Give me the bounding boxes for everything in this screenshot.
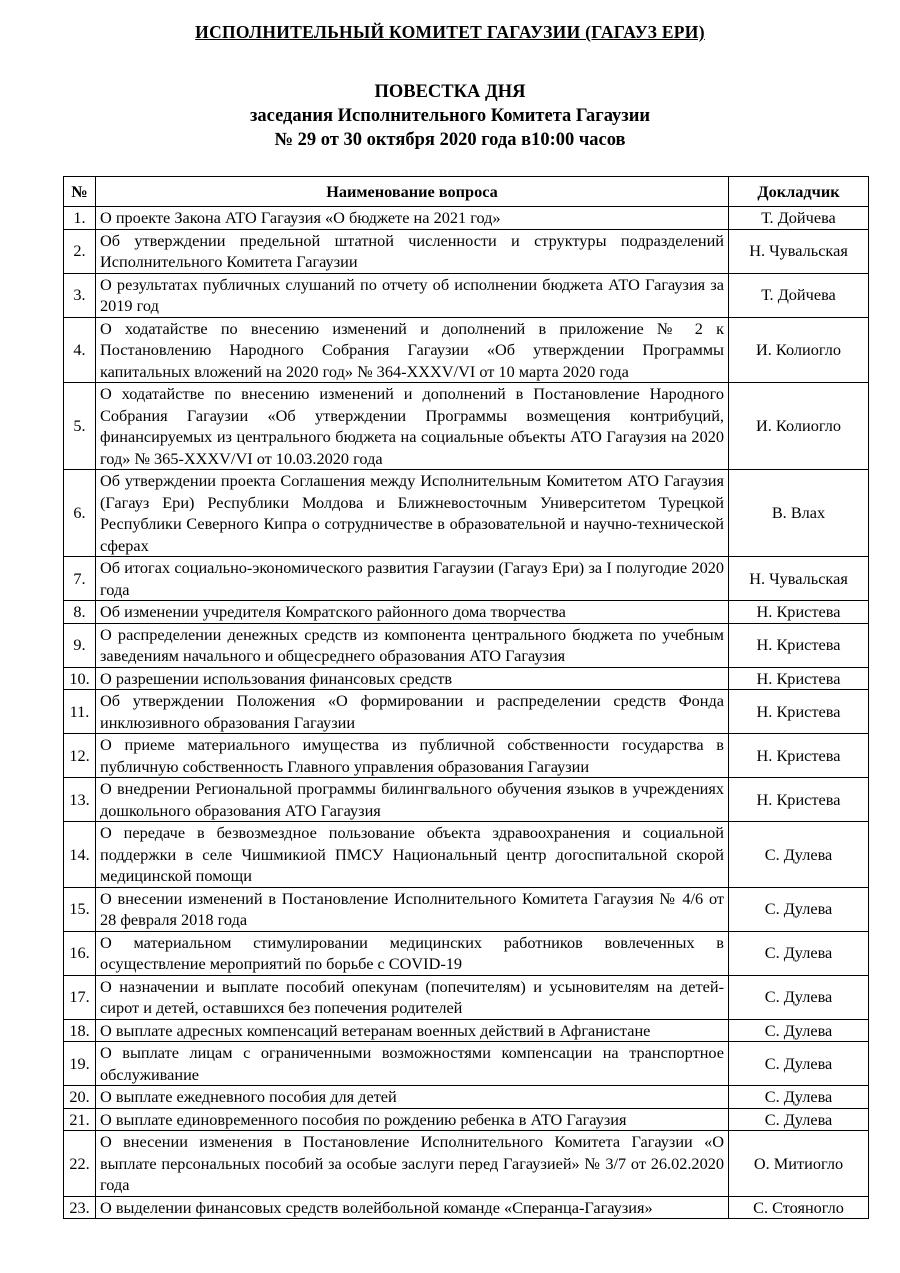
item-topic: О выплате ежедневного пособия для детей: [96, 1086, 729, 1109]
table-row: [64, 383, 869, 470]
item-reporter: С. Дулева: [729, 1042, 869, 1086]
item-topic: О материальном стимулировании медицинских работников вовлеченных в осуществление мероприятий по борьбе с COVID-19: [96, 931, 729, 975]
table-row: [64, 931, 869, 975]
table-row: [64, 1108, 869, 1131]
item-reporter: Н. Кристева: [729, 623, 869, 667]
item-reporter: Н. Чувальская: [729, 557, 869, 601]
item-number: 12.: [64, 734, 96, 778]
item-reporter: С. Дулева: [729, 1108, 869, 1131]
item-topic: Об утверждении проекта Соглашения между Исполнительным Комитетом АТО Гагаузия (Гагауз Ери) Республики Молдова и Ближневосточным Университетом Турецкой Республики Северного Кипра о сотрудничестве в образовательной и научно-технической сферах: [96, 470, 729, 557]
item-number: 10.: [64, 667, 96, 690]
item-reporter: Н. Чувальская: [729, 229, 869, 273]
item-number: 21.: [64, 1108, 96, 1131]
item-topic: О выплате лицам с ограниченными возможностями компенсации на транспортное обслуживание: [96, 1042, 729, 1086]
item-topic: Об утверждении Положения «О формировании и распределении средств Фонда инклюзивного образования Гагаузии: [96, 690, 729, 734]
item-number: 6.: [64, 470, 96, 557]
item-number: 20.: [64, 1086, 96, 1109]
item-topic: О результатах публичных слушаний по отчету об исполнении бюджета АТО Гагаузия за 2019 год: [96, 273, 729, 317]
item-topic: О ходатайстве по внесению изменений и дополнений в Постановление Народного Собрания Гагаузии «Об утверждении Программы возмещения контрибуций, финансируемых из центрального бюджета на социальные объекты АТО Гагаузия на 2020 год» № 365-XXXV/VI от 10.03.2020 года: [96, 383, 729, 470]
item-topic: О выплате адресных компенсаций ветеранам военных действий в Афганистане: [96, 1019, 729, 1042]
table-row: [64, 734, 869, 778]
item-number: 17.: [64, 975, 96, 1019]
item-reporter: О. Митиогло: [729, 1131, 869, 1197]
item-number: 1.: [64, 207, 96, 230]
table-row: [64, 822, 869, 888]
item-topic: О внесении изменения в Постановление Исполнительного Комитета Гагаузии «О выплате персональных пособий за особые заслуги перед Гагаузией» № 3/7 от 26.02.2020 года: [96, 1131, 729, 1197]
table-row: [64, 207, 869, 230]
table-row: [64, 1086, 869, 1109]
item-reporter: С. Дулева: [729, 931, 869, 975]
table-row: [64, 273, 869, 317]
table-row: [64, 690, 869, 734]
item-number: 15.: [64, 887, 96, 931]
item-reporter: Н. Кристева: [729, 778, 869, 822]
header-reporter: Докладчик: [729, 177, 869, 207]
table-row: [64, 229, 869, 273]
table-row: [64, 778, 869, 822]
table-row: [64, 317, 869, 383]
table-row: [64, 667, 869, 690]
table-row: [64, 887, 869, 931]
item-reporter: Н. Кристева: [729, 690, 869, 734]
item-topic: О внедрении Региональной программы билингвального обучения языков в учреждениях дошкольного образования АТО Гагаузия: [96, 778, 729, 822]
item-topic: Об изменении учредителя Комратского районного дома творчества: [96, 601, 729, 624]
item-number: 11.: [64, 690, 96, 734]
table-row: [64, 557, 869, 601]
agenda-rows: [64, 207, 869, 1219]
agenda-table: [63, 176, 869, 1219]
item-topic: О приеме материального имущества из публичной собственности государства в публичную собственность Главного управления образования Гагаузии: [96, 734, 729, 778]
item-number: 23.: [64, 1196, 96, 1219]
table-row: [64, 623, 869, 667]
table-row: [64, 1042, 869, 1086]
item-number: 18.: [64, 1019, 96, 1042]
item-number: 13.: [64, 778, 96, 822]
item-topic: О внесении изменений в Постановление Исполнительного Комитета Гагаузия № 4/6 от 28 февраля 2018 года: [96, 887, 729, 931]
item-number: 2.: [64, 229, 96, 273]
item-number: 8.: [64, 601, 96, 624]
item-topic: О выплате единовременного пособия по рождению ребенка в АТО Гагаузия: [96, 1108, 729, 1131]
item-number: 7.: [64, 557, 96, 601]
item-number: 9.: [64, 623, 96, 667]
item-topic: О выделении финансовых средств волейбольной команде «Сперанца-Гагаузия»: [96, 1196, 729, 1219]
item-reporter: С. Дулева: [729, 822, 869, 888]
session-info: № 29 от 30 октября 2020 года в10:00 часов: [274, 130, 626, 150]
item-number: 3.: [64, 273, 96, 317]
table-row: [64, 1019, 869, 1042]
header-number: №: [64, 177, 96, 207]
table-row: [64, 1131, 869, 1197]
item-reporter: С. Дулева: [729, 887, 869, 931]
item-reporter: Н. Кристева: [729, 667, 869, 690]
item-reporter: И. Колиогло: [729, 317, 869, 383]
item-topic: О разрешении использования финансовых средств: [96, 667, 729, 690]
item-reporter: Н. Кристева: [729, 734, 869, 778]
item-topic: О ходатайстве по внесению изменений и дополнений в приложение № 2 к Постановлению Народного Собрания Гагаузии «Об утверждении Программы капитальных вложений на 2020 год» № 364-XXXV/VI от 10 марта 2020 года: [96, 317, 729, 383]
agenda-title: ПОВЕСТКА ДНЯ: [374, 82, 526, 102]
item-reporter: С. Дулева: [729, 1086, 869, 1109]
item-reporter: Т. Дойчева: [729, 207, 869, 230]
item-number: 4.: [64, 317, 96, 383]
table-row: [64, 470, 869, 557]
item-reporter: С. Дулева: [729, 975, 869, 1019]
item-reporter: С. Стояногло: [729, 1196, 869, 1219]
item-topic: О распределении денежных средств из компонента центрального бюджета по учебным заведениям начального и общесреднего образования АТО Гагаузия: [96, 623, 729, 667]
item-reporter: И. Колиогло: [729, 383, 869, 470]
item-number: 5.: [64, 383, 96, 470]
item-number: 22.: [64, 1131, 96, 1197]
organization-name: ИСПОЛНИТЕЛЬНЫЙ КОМИТЕТ ГАГАУЗИИ (ГАГАУЗ ЕРИ): [195, 22, 705, 42]
agenda-heading: [0, 80, 900, 152]
item-number: 19.: [64, 1042, 96, 1086]
item-reporter: С. Дулева: [729, 1019, 869, 1042]
item-topic: Об утверждении предельной штатной численности и структуры подразделений Исполнительного Комитета Гагаузии: [96, 229, 729, 273]
table-row: [64, 1196, 869, 1219]
item-number: 14.: [64, 822, 96, 888]
item-topic: О передаче в безвозмездное пользование объекта здравоохранения и социальной поддержки в селе Чишмикиой ПМСУ Национальный центр догоспитальной скорой медицинской помощи: [96, 822, 729, 888]
item-topic: Об итогах социально-экономического развития Гагаузии (Гагауз Ери) за I полугодие 2020 года: [96, 557, 729, 601]
table-header-row: [64, 177, 869, 207]
header-topic: Наименование вопроса: [96, 177, 729, 207]
item-reporter: Т. Дойчева: [729, 273, 869, 317]
item-topic: О проекте Закона АТО Гагаузия «О бюджете на 2021 год»: [96, 207, 729, 230]
item-reporter: В. Влах: [729, 470, 869, 557]
item-topic: О назначении и выплате пособий опекунам (попечителям) и усыновителям на детей-сирот и детей, оставшихся без попечения родителей: [96, 975, 729, 1019]
item-number: 16.: [64, 931, 96, 975]
table-row: [64, 975, 869, 1019]
agenda-subtitle: заседания Исполнительного Комитета Гагаузии: [249, 106, 651, 126]
item-reporter: Н. Кристева: [729, 601, 869, 624]
table-row: [64, 601, 869, 624]
